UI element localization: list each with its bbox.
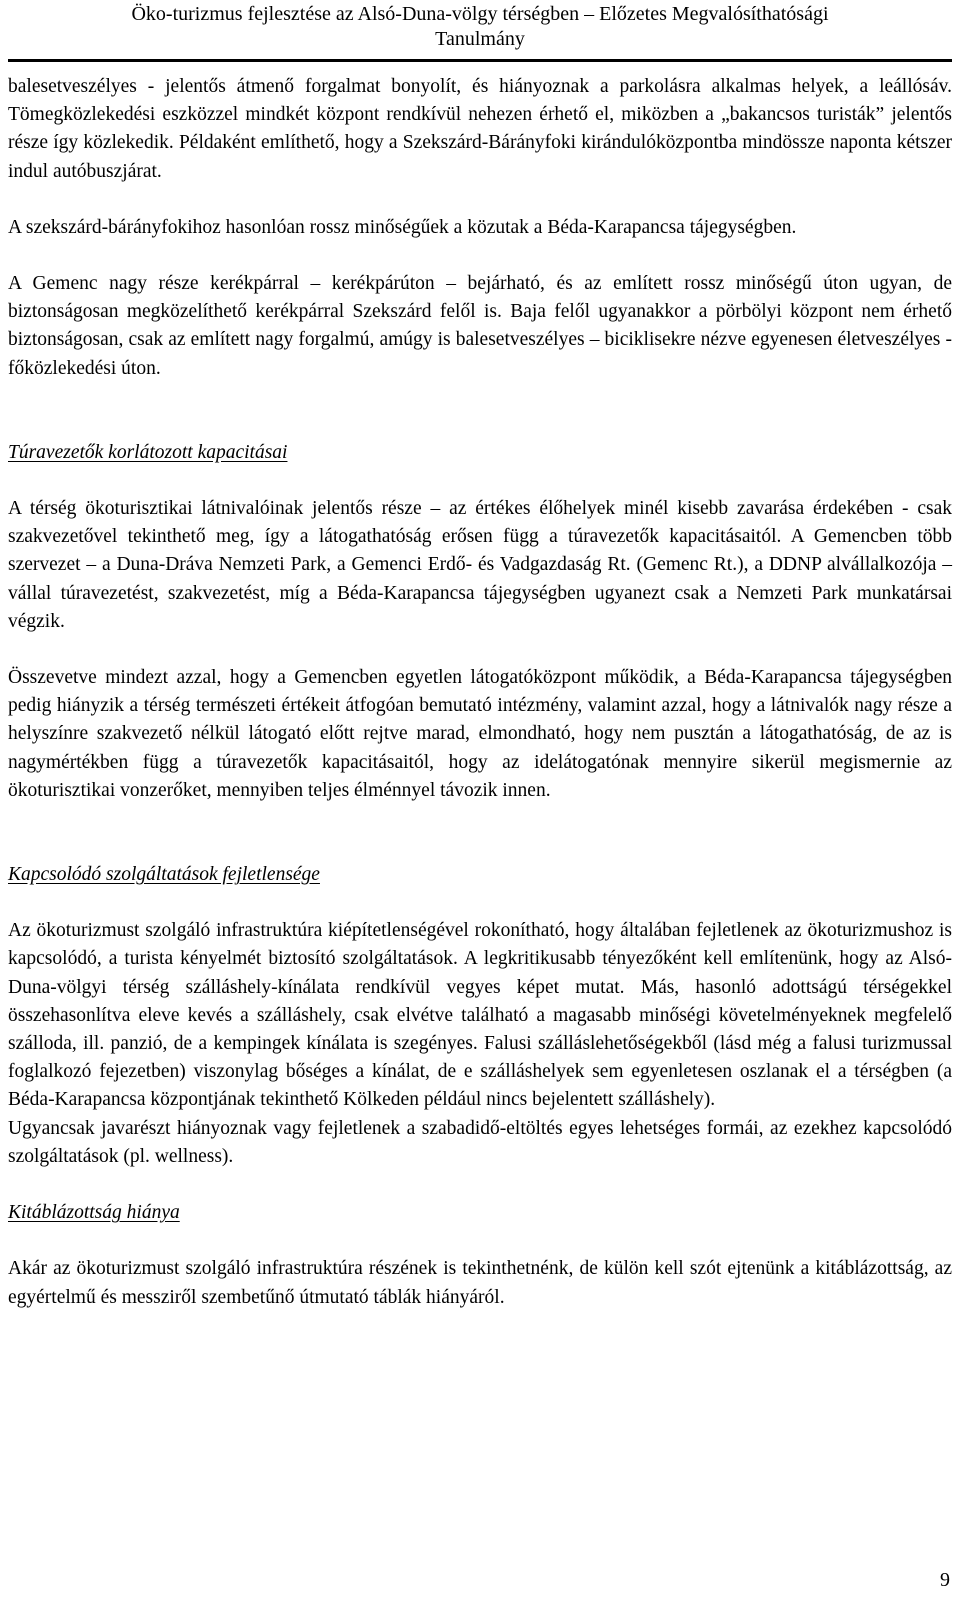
running-header: [0, 2, 960, 52]
section-heading-services: Kapcsolódó szolgáltatások fejletlensége: [8, 864, 320, 886]
paragraph-visitor-centre: Összevetve mindezt azzal, hogy a Gemencben egyetlen látogatóközpont működik, a Béda-Karapancsa tájegységben pedig hiányzik a térség természeti értékeit átfogóan bemutató intézmény, valamint azzal, hogy a látnivalók nagy része a helyszínre szakvezető nélkül látogató előtt rejtve marad, elmondható, hogy nem pusztán a látogathatóság, de az is nagymértékben függ a túravezetők kapacitásaitól, hogy az idelátogatónak mennyire sikerül megismernie az ökoturisztikai vonzerőket, mennyiben teljes élménnyel távozik innen.: [8, 667, 952, 801]
paragraph-leisure: Ugyancsak javarészt hiányoznak vagy fejletlenek a szabadidő-eltöltés egyes lehetséges formái, az ezekhez kapcsolódó szolgáltatások (pl. wellness).: [8, 1117, 952, 1167]
header-title-line-2: Tanulmány: [435, 28, 525, 50]
paragraph-spacer: [8, 1227, 952, 1255]
paragraph-cycling: A Gemenc nagy része kerékpárral – kerékpárúton – bejárható, és az említett rossz minőségű úton ugyan, de biztonságosan megközelíthető kerékpárral Szekszárd felől is. Baja felől ugyanakkor a pörbölyi központ nem érhető biztonságosan, csak az említett nagy forgalmú, amúgy is balesetveszélyes – biciklisekre nézve egyenesen életveszélyes - főközlekedési úton.: [8, 273, 952, 379]
page-number: 9: [940, 1569, 950, 1591]
paragraph-roads: A szekszárd-bárányfokihoz hasonlóan rossz minőségűek a közutak a Béda-Karapancsa tájegységben.: [8, 216, 797, 238]
paragraph-transport: balesetveszélyes - jelentős átmenő forgalmat bonyolít, és hiányoznak a parkolásra alkalmas helyek, a leállósáv. Tömegközlekedési eszközzel mindkét központ rendkívül nehezen érhető el, miközben a „bakancsos turisták” jelentős része így közlekedik. Példaként említhető, hogy a Szekszárd-Bárányfoki kirándulóközpontba mindössze naponta kétszer indul autóbuszjárat.: [8, 76, 952, 182]
paragraph-spacer: [8, 186, 952, 214]
header-divider: [8, 59, 952, 62]
paragraph-spacer: [8, 889, 952, 917]
section-spacer: [8, 805, 952, 861]
section-heading-signage: Kitáblázottság hiánya: [8, 1202, 180, 1224]
section-heading-guides: Túravezetők korlátozott kapacitásai: [8, 441, 288, 463]
paragraph-signage: Akár az ökoturizmust szolgáló infrastruktúra részének is tekinthetnénk, de külön kell szót ejtenünk a kitáblázottság, az egyértelmű és messziről szembetűnő útmutató táblák hiányáról.: [8, 1258, 952, 1308]
section-spacer: [8, 383, 952, 439]
header-title-line-1: Öko-turizmus fejlesztése az Alsó-Duna-völgy térségben – Előzetes Megvalósíthatósági: [131, 3, 829, 25]
paragraph-spacer: [8, 636, 952, 664]
paragraph-spacer: [8, 467, 952, 495]
paragraph-spacer: [8, 1171, 952, 1199]
body-text: [8, 73, 952, 1312]
paragraph-guides: A térség ökoturisztikai látnivalóinak jelentős része – az értékes élőhelyek minél kisebb zavarása érdekében - csak szakvezetővel tekinthető meg, így a látogathatóság erősen függ a túravezetők kapacitásaitól. A Gemencben több szervezet – a Duna-Dráva Nemzeti Park, a Gemenci Erdő- és Vadgazdaság Rt. (Gemenc Rt.), a DDNP alvállalkozója – vállal túravezetést, szakvezetést, míg a Béda-Karapancsa tájegységben ugyanezt csak a Nemzeti Park munkatársai végzik.: [8, 498, 952, 632]
paragraph-spacer: [8, 242, 952, 270]
paragraph-accommodation: Az ökoturizmust szolgáló infrastruktúra kiépítetlenségével rokonítható, hogy általában fejletlenek az ökoturizmushoz is kapcsolódó, a turista kényelmét biztosító szolgáltatások. A legkritikusabb tényezőként kell említenünk, hogy az Alsó-Duna-völgyi térség szálláshely-kínálata rendkívül vegyes képet mutat. Más, hasonló adottságú térségekkel összehasonlítva eleve kevés a szálláshely, csak elvétve található a magasabb minőségi követelményeknek megfelelő szálloda, ill. panzió, de a kempingek kínálata is szegényes. Falusi szálláslehetőségekből (lásd még a falusi turizmussal foglalkozó fejezetben) viszonylag bőséges a kínálat, de e szálláshelyek sem egyenletesen oszlanak el a térségben (a Béda-Karapancsa központjának tekinthető Kölkeden például nincs bejelentett szálláshely).: [8, 920, 952, 1111]
